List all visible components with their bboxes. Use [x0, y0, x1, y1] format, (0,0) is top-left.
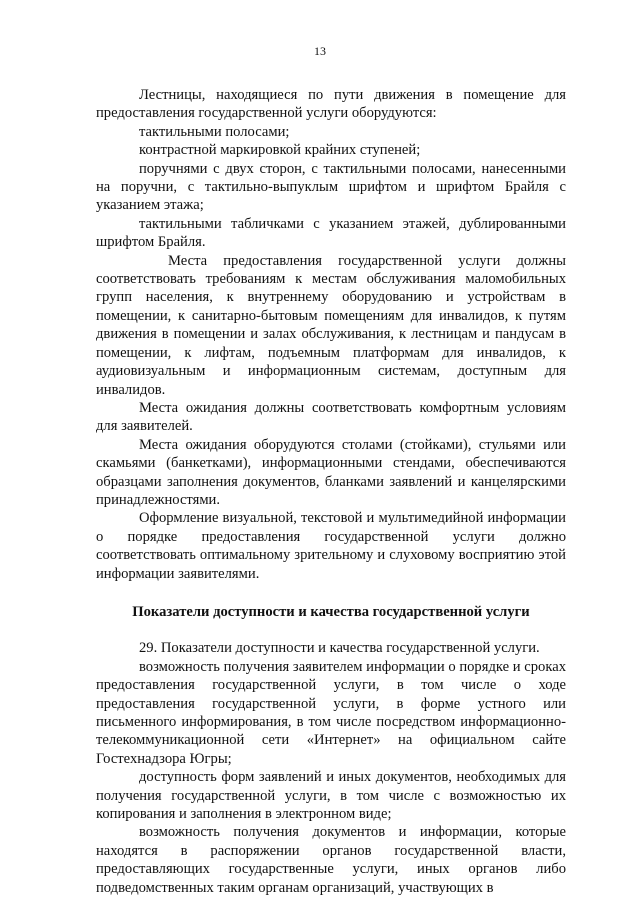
list-item: поручнями с двух сторон, с тактильными полосами, нанесенными на поручни, с тактильно-выпуклым шрифтом и шрифтом Брайля с указанием этажа;	[96, 160, 566, 214]
list-item: контрастной маркировкой крайних ступеней;	[139, 142, 421, 159]
document-body	[96, 86, 566, 897]
list-item: доступность форм заявлений и иных документов, необходимых для получения государственной услуги, в том числе с возможностью их копирования и заполнения в электронном виде;	[96, 769, 566, 823]
page-number: 13	[314, 44, 326, 58]
list-item: возможность получения заявителем информации о порядке и сроках предоставления государственной услуги, в том числе о ходе предоставления государственной услуги, в форме устного или письменного информирования, в том числе посредством информационно-телекоммуникационной сети «Интернет» на официальном сайте Гостехнадзора Югры;	[96, 658, 566, 767]
paragraph: Лестницы, находящиеся по пути движения в помещение для предоставления государственной услуги оборудуются:	[96, 87, 566, 122]
paragraph: 29. Показатели доступности и качества государственной услуги.	[139, 640, 540, 657]
list-item: тактильными полосами;	[139, 123, 290, 140]
section-heading: Показатели доступности и качества государственной услуги	[132, 603, 530, 620]
list-item: тактильными табличками с указанием этажей, дублированными шрифтом Брайля.	[96, 215, 566, 251]
paragraph: Места предоставления государственной услуги должны соответствовать требованиям к местам обслуживания маломобильных групп населения, к внутреннему оборудованию и устройствам в помещении, к санитарно-бытовым помещениям для инвалидов, к путям движения в помещении и залах обслуживания, к лестницам и пандусам в помещении, к лифтам, подъемным платформам для инвалидов, к аудиовизуальным и информационным системам, доступным для инвалидов.	[96, 252, 566, 398]
paragraph: Места ожидания должны соответствовать комфортным условиям для заявителей.	[96, 399, 566, 435]
paragraph: Места ожидания оборудуются столами (стойками), стульями или скамьями (банкетками), информационными стендами, обеспечиваются образцами заполнения документов, бланками заявлений и канцелярскими принадлежностями.	[96, 436, 566, 508]
list-item: возможность получения документов и информации, которые находятся в распоряжении органов государственной власти, предоставляющих государственные услуги, иных органов либо подведомственных таким органам организаций, участвующих в	[96, 824, 566, 896]
paragraph: Оформление визуальной, текстовой и мультимедийной информации о порядке предоставления государственной услуги должно соответствовать оптимальному зрительному и слуховому восприятию этой информации заявителями.	[96, 510, 566, 582]
